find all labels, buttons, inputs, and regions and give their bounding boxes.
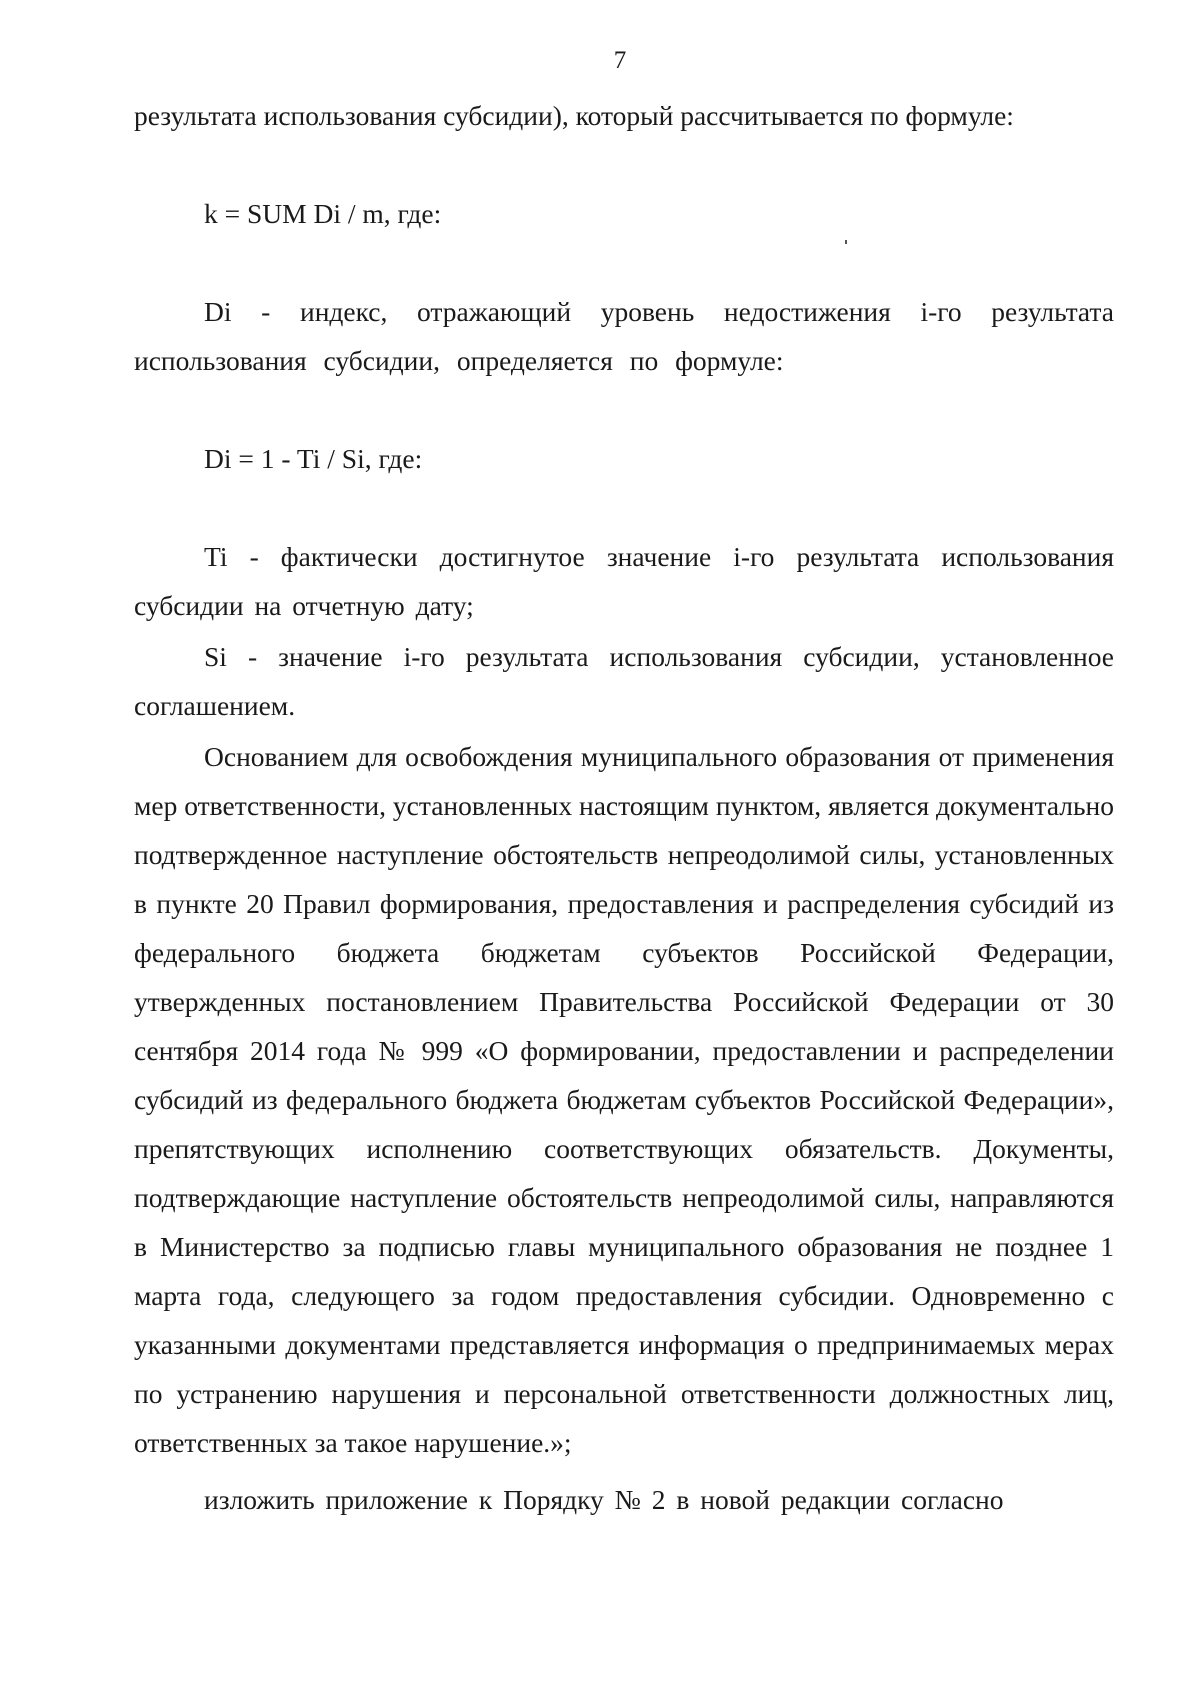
- formula-k: k = SUM Di / m, где:: [204, 198, 442, 229]
- si-definition: Si - значение i-го результата использования субсидии, установленное соглашением.: [134, 641, 1114, 721]
- lead-line: результата использования субсидии), который рассчитывается по формуле:: [134, 100, 1014, 131]
- grounds-paragraph: Основанием для освобождения муниципального образования от применения мер ответственности, установленных настоящим пунктом, является документально подтвержденное наступление обстоятельств непреодолимой силы, установленных в пункте 20 Правил формирования, предоставления и распределения субсидий из федерального бюджета бюджетам субъектов Российской Федерации, утвержденных постановлением Правительства Российской Федерации от 30 сентября 2014 года № 999 «О формировании, предоставлении и распределении субсидий из федерального бюджета бюджетам субъектов Российской Федерации», препятствующих исполнению соответствующих обязательств. Документы, подтверждающие наступление обстоятельств непреодолимой силы, направляются в Министерство за подписью главы муниципального образования не позднее 1 марта года, следующего за годом предоставления субсидии. Одновременно с указанными документами представляется информация о предпринимаемых мерах по устранению нарушения и персональной ответственности должностных лиц, ответственных за такое нарушение.»;: [134, 741, 1114, 1458]
- di-definition: Di - индекс, отражающий уровень недостижения i-го результата использования субсидии, определяется по формуле:: [134, 296, 1114, 376]
- page-number: 7: [613, 47, 627, 74]
- ti-definition: Ti - фактически достигнутое значение i-го результата использования субсидии на отчетную дату;: [134, 541, 1114, 621]
- final-line: изложить приложение к Порядку № 2 в новой редакции согласно: [204, 1484, 1004, 1515]
- document-body: [134, 91, 1114, 1524]
- formula-di: Di = 1 - Ti / Si, где:: [204, 443, 423, 474]
